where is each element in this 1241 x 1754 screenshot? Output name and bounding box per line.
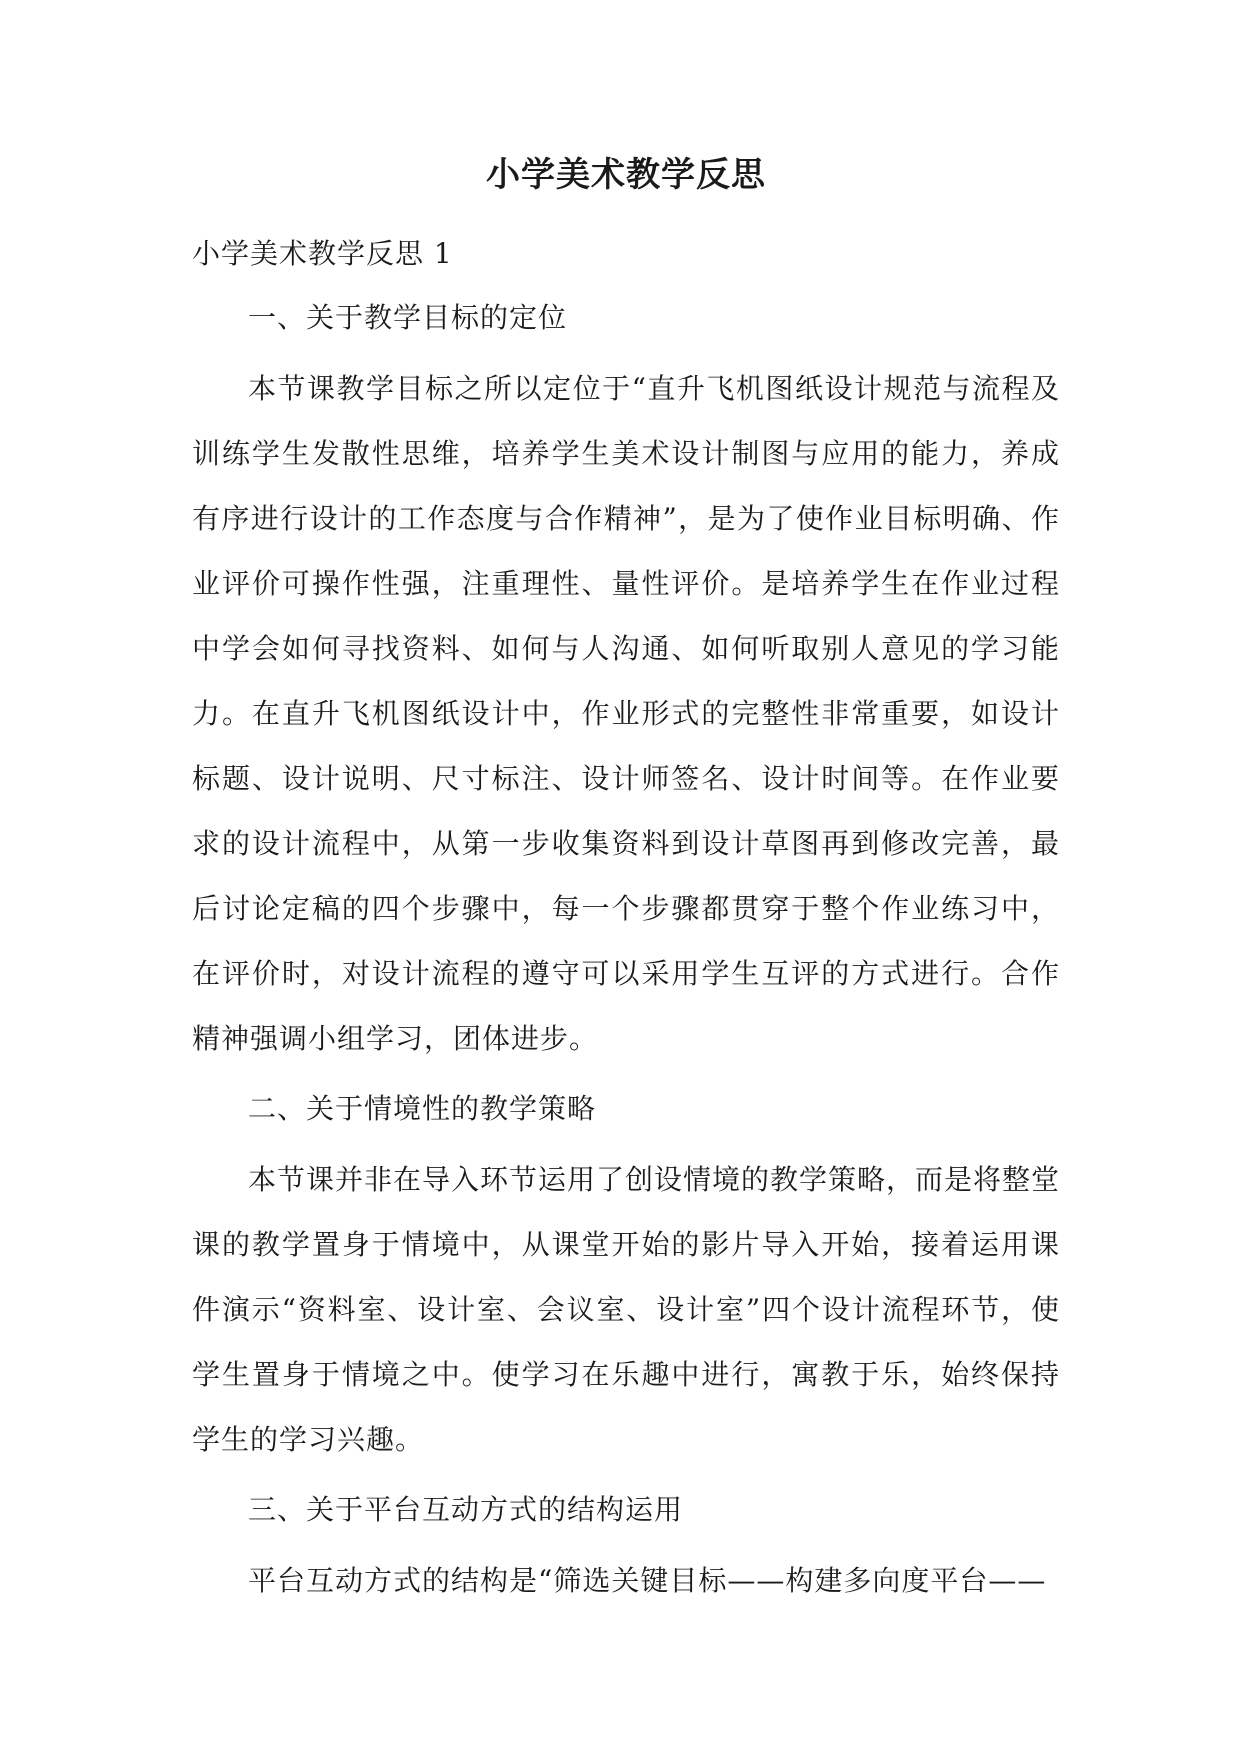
section-body-3: 平台互动方式的结构是“筛选关键目标——构建多向度平台—— bbox=[248, 1564, 1047, 1597]
document-title: 小学美术教学反思 bbox=[486, 155, 766, 195]
document-page bbox=[192, 150, 1060, 1623]
section-body-2: 本节课并非在导入环节运用了创设情境的教学策略，而是将整堂课的教学置身于情境中，从课堂开始的影片导入开始，接着运用课件演示“资料室、设计室、会议室、设计室”四个设计流程环节，使学生置身于情境之中。使学习在乐趣中进行，寓教于乐，始终保持学生的学习兴趣。 bbox=[192, 1163, 1061, 1456]
section-heading-1: 一、关于教学目标的定位 bbox=[248, 301, 568, 334]
section-heading-3: 三、关于平台互动方式的结构运用 bbox=[248, 1493, 684, 1526]
section-body-1: 本节课教学目标之所以定位于“直升飞机图纸设计规范与流程及训练学生发散性思维，培养学生美术设计制图与应用的能力，养成有序进行设计的工作态度与合作精神”，是为了使作业目标明确、作业评价可操作性强，注重理性、量性评价。是培养学生在作业过程中学会如何寻找资料、如何与人沟通、如何听取别人意见的学习能力。在直升飞机图纸设计中，作业形式的完整性非常重要，如设计标题、设计说明、尺寸标注、设计师签名、设计时间等。在作业要求的设计流程中，从第一步收集资料到设计草图再到修改完善，最后讨论定稿的四个步骤中，每一个步骤都贯穿于整个作业练习中，在评价时，对设计流程的遵守可以采用学生互评的方式进行。合作精神强调小组学习，团体进步。 bbox=[192, 372, 1060, 1055]
document-subtitle: 小学美术教学反思 1 bbox=[192, 237, 453, 270]
section-heading-2: 二、关于情境性的教学策略 bbox=[248, 1092, 597, 1125]
